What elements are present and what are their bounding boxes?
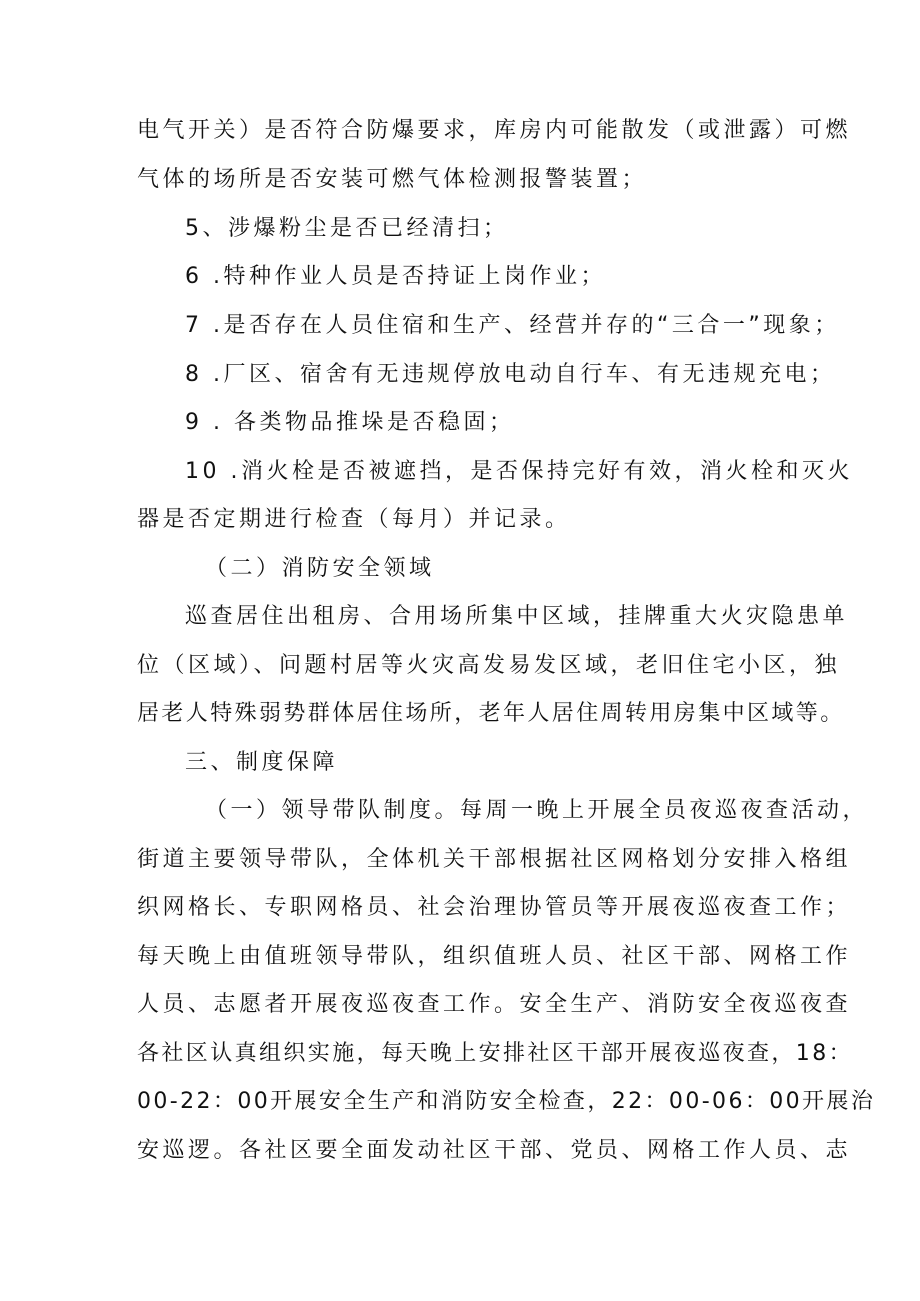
section-heading: （二）消防安全领域 [205,556,435,581]
text-line: 织网格长、专职网格员、社会治理协管员等开展夜巡夜查工作； [137,895,852,920]
list-item: 9 . 各类物品推垛是否稳固； [185,410,515,435]
list-item: 7 .是否存在人员住宿和生产、经营并存的“三合一”现象； [185,313,840,338]
text-line: 气体的场所是否安装可燃气体检测报警装置； [137,167,648,192]
section-heading: 三、制度保障 [185,750,339,775]
list-item: 5、涉爆粉尘是否已经清扫； [185,216,509,241]
list-item: 10 .消火栓是否被遮挡，是否保持完好有效，消火栓和灭火 [185,459,853,484]
text-line: 位（区域）、问题村居等火灾高发易发区域，老旧住宅小区，独 [137,653,841,678]
list-item: 8 .厂区、宿舍有无违规停放电动自行车、有无违规充电； [185,362,836,387]
text-line: 安巡逻。各社区要全面发动社区干部、党员、网格工作人员、志 [137,1138,852,1163]
text-line: 街道主要领导带队，全体机关干部根据社区网格划分安排入格组 [137,847,852,872]
text-line: 人员、志愿者开展夜巡夜查工作。安全生产、消防安全夜巡夜查 [137,992,852,1017]
text-line: 每天晚上由值班领导带队，组织值班人员、社区干部、网格工作 [137,944,852,969]
text-line: 器是否定期进行检查（每月）并记录。 [137,507,571,532]
text-line: （一）领导带队制度。每周一晚上开展全员夜巡夜查活动， [205,798,869,823]
text-line: 巡查居住出租房、合用场所集中区域，挂牌重大火灾隐患单 [185,604,849,629]
list-item: 6 .特种作业人员是否持证上岗作业； [185,264,606,289]
text-line: 居老人特殊弱势群体居住场所，老年人居住周转用房集中区域等。 [137,701,845,726]
text-line: 各社区认真组织实施，每天晚上安排社区干部开展夜巡夜查，18： [137,1041,853,1066]
text-line: 电气开关）是否符合防爆要求，库房内可能散发（或泄露）可燃 [137,118,852,143]
text-line: 00-22：00开展安全生产和消防安全检查，22：00-06：00开展治 [137,1089,876,1114]
